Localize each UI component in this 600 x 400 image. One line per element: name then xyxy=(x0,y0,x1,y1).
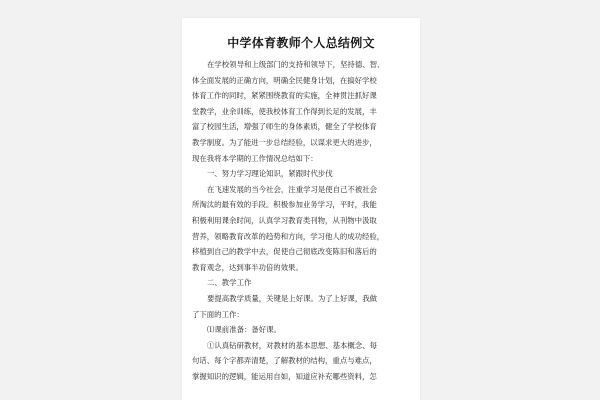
text-line: 一、努力学习理论知识，紧跟时代步伐 xyxy=(207,169,333,179)
text-line: 现在我将本学期的工作情况总结如下： xyxy=(192,153,318,163)
text-line: 教学制度。为了能进一步总结经验，以谋求更大的进步， xyxy=(192,137,377,147)
text-line: 富了校园生活，增强了师生的身体素质，健全了学校体育 xyxy=(192,122,377,132)
document-body xyxy=(192,57,411,384)
document-title: 中学体育教师个人总结例文 xyxy=(227,36,375,50)
text-line: 句话、每个字都弄清楚，了解教材的结构，重点与难点， xyxy=(192,356,377,366)
text-line: 在飞速发展的当今社会，注重学习是使自己不被社会 xyxy=(207,184,377,194)
text-line: 所淘汰的最有效的手段。积极参加业务学习，平时，我能 xyxy=(192,200,377,210)
text-line: 了下面的工作： xyxy=(192,309,244,319)
text-line: 积极利用课余时间，认真学习教育类刊物，从刊物中汲取 xyxy=(192,215,377,225)
text-line: 教育观念，达到事半功倍的效果。 xyxy=(192,262,303,272)
document-page xyxy=(182,18,420,400)
text-line: 二、教学工作 xyxy=(207,278,252,288)
text-line: 营养，领略教育改革的趋势和方向，学习他人的成功经验， xyxy=(192,231,385,241)
text-line: 堂教学，业余训练，使我校体育工作得到长足的发展，丰 xyxy=(192,106,377,116)
text-line: 体全面发展的正确方向，明确全民健身计划，在搞好学校 xyxy=(192,75,377,85)
text-line: 在学校领导和上级部门的支持和领导下，坚持德、智、 xyxy=(207,60,385,69)
text-line: ⑴课前准备：备好课。 xyxy=(207,325,281,335)
text-line: 移植到自己的教学中去，促使自己彻底改变陈旧和落后的 xyxy=(192,247,377,257)
text-line: ①认真钻研教材，对教材的基本思想、基本概念、每 xyxy=(207,340,377,350)
text-line: 要提高教学质量，关键是上好课。为了上好课，我做 xyxy=(207,293,377,303)
text-line: 掌握知识的逻辑，能运用自如，知道应补充哪些资料，怎 xyxy=(192,371,377,381)
text-line: 体育工作的同时，紧紧围绕教育的实施，全神贯注抓好课 xyxy=(192,91,377,101)
